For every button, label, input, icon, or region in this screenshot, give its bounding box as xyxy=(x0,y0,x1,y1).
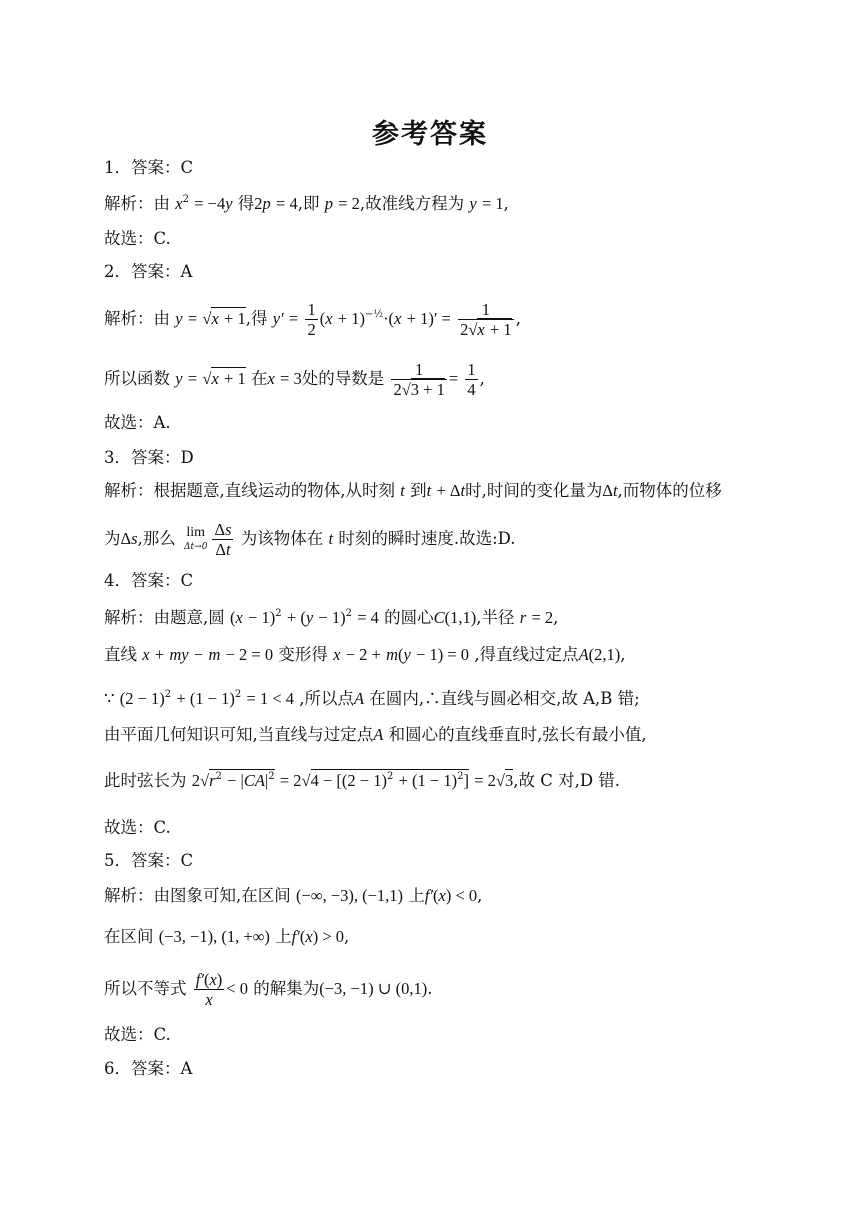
q1-conclusion: 故选：C. xyxy=(104,229,171,248)
page-title: 参考答案 xyxy=(372,119,488,150)
q4-explanation-line4: 由平面几何知识可知,当直线与过定点A 和圆心的直线垂直时,弦长有最小值, xyxy=(104,725,647,744)
q5-conclusion: 故选：C. xyxy=(104,1025,171,1044)
q3-explanation-line2: 为Δs,那么 lim Δt→0 $\frac{\Delta s}{\Delta t}$ 为该物体在 t 时刻的瞬时速度.故选:D. xyxy=(104,520,516,559)
q5-explanation-line1: 解析：由图象可知,在区间 (−∞, −3), (−1,1) 上f′(x) < 0, xyxy=(104,886,483,905)
q4-explanation-line5: 此时弦长为 $2√r^2 - |CA|^2 = 2√4 - [(2 - 1)^2 + (1 - 1)^2] = 2√3$,故 C 对,D 错. xyxy=(104,771,621,790)
q5-answer: 5．答案：C xyxy=(104,851,194,870)
q4-explanation-line2: 直线 x + my − m − 2 = 0 变形得 x − 2 + m(y − 1) = 0 ,得直线过定点A(2,1), xyxy=(104,645,626,664)
q1-answer: 1．答案：C xyxy=(104,158,194,177)
q4-answer: 4．答案：C xyxy=(104,571,194,590)
q4-explanation-line3: ∵ $(2 - 1)^2 + (1 - 1)^2 = 1 < 4$ ,所以点A 在圆内,∴直线与圆必相交,故 A,B 错; xyxy=(104,689,640,708)
q1-explanation: 解析：由 $x^2 = -4y$ 得2p = 4,即 p = 2,故准线方程为 y = 1, xyxy=(104,194,509,213)
q2-derivative-line: 所以函数 y = √x + 1 在x = 3处的导数是 $\frac{1}{2√3 + 1}$ = $\frac{1}{4}$ , xyxy=(104,360,485,399)
q5-explanation-line2: 在区间 (−3, −1), (1, +∞) 上f′(x) > 0, xyxy=(104,927,350,946)
q3-answer: 3．答案：D xyxy=(104,448,194,467)
q2-explanation: 解析：由 y = √x + 1,得 y′ = $\frac{1}{2}$ $(x + 1)^{-\frac{1}{2}}\cdot(x + 1)'$ = $\frac{1}{2√x + 1}$ , xyxy=(104,300,521,339)
q2-conclusion: 故选：A. xyxy=(104,413,171,432)
q6-answer: 6．答案：A xyxy=(104,1059,193,1078)
q2-answer: 2．答案：A xyxy=(104,262,193,281)
q4-explanation-line1: 解析：由题意,圆 $(x - 1)^2 + (y - 1)^2 = 4$ 的圆心C(1,1),半径 r = 2, xyxy=(104,608,559,627)
q5-explanation-line3: 所以不等式 $\frac{f'(x)}{x}$ < 0 的解集为(−3, −1) ∪ (0,1). xyxy=(104,970,433,1009)
q4-conclusion: 故选：C. xyxy=(104,818,171,837)
q3-explanation-line1: 解析：根据题意,直线运动的物体,从时刻 t 到t + Δt时,时间的变化量为Δt,而物体的位移 xyxy=(104,481,722,500)
